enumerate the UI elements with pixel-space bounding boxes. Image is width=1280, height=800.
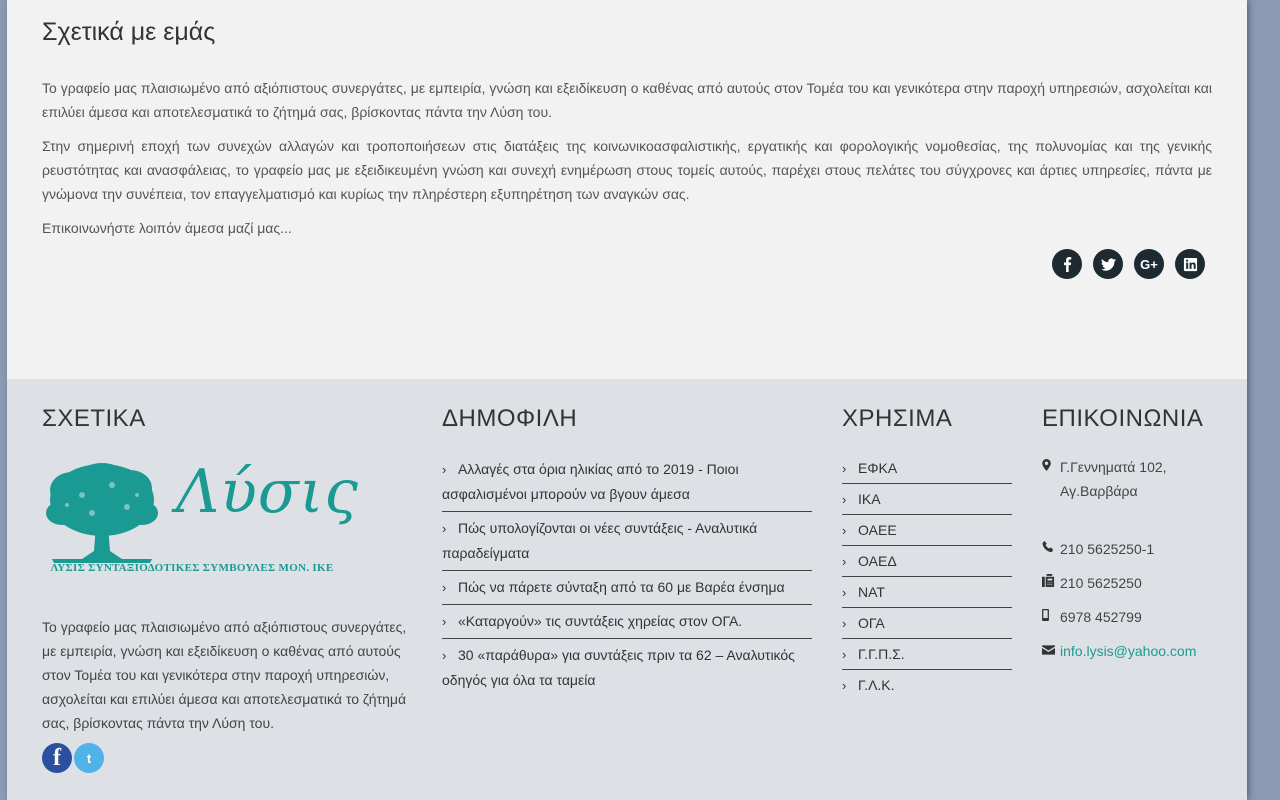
contact-address-text: Γ.Γεννηματά 102, Αγ.Βαρβάρα (1060, 459, 1167, 499)
about-paragraph-3: Επικοινωνήστε λοιπόν άμεσα μαζί μας... (42, 220, 292, 236)
about-paragraph-2: Στην σημερινή εποχή των συνεχών αλλαγών και τροποποιήσεων στις διατάξεις της κοινωνικοασφαλιστικής, εργατικής και φορολογικής νομοθεσίας, της πολυνομίας και της γενικής ρευστότητας και ανασφάλειας, το γραφείο μας με εξειδικευμένη γνώση και συνεχή ενημέρωση στους τομείς αυτούς, παρέχει στους πελάτες του σύγχρονες και άρτιες υπηρεσίες, πάντα με γνώμονα την συνέπεια, τον επαγγελματισμό και κυρίως την πληρέστερη εξυπηρέτηση των αναγκών σας. (42, 138, 1212, 202)
chevron-right-icon: › (842, 647, 847, 662)
about-paragraph-1: Το γραφείο μας πλαισιωμένο από αξιόπιστους συνεργάτες, με εμπειρία, γνώση και εξειδίκευση ο καθένας από αυτούς στον Τομέα του και γενικότερα στην παροχή υπηρεσιών, ασχολείται και επιλύει άμεσα και αποτελεσματικά το ζήτημά σας, βρίσκοντας πάντα την Λύση του. (42, 80, 1212, 120)
popular-item-label: «Καταργούν» τις συντάξεις χηρείας στον ΟΓΑ. (458, 613, 743, 629)
twitter-link-icon[interactable]: t (74, 743, 104, 773)
page (7, 0, 1247, 800)
popular-item[interactable] (442, 571, 812, 605)
useful-item-label: Γ.Γ.Π.Σ. (858, 646, 905, 662)
map-marker-icon (1042, 455, 1060, 503)
logo-text: Λύσις (176, 457, 359, 527)
chevron-right-icon: › (842, 461, 847, 476)
footer-useful-heading: ΧΡΗΣΙΜΑ (842, 405, 953, 432)
useful-item-label: ΟΑΕΔ (858, 553, 897, 569)
useful-list (842, 453, 1012, 700)
phone-icon (1042, 537, 1060, 561)
useful-item-oaee[interactable] (842, 515, 1012, 546)
footer-social-links (42, 743, 104, 773)
useful-item-label: ΙΚΑ (858, 491, 881, 507)
useful-item-label: Γ.Λ.Κ. (858, 677, 895, 693)
chevron-right-icon: › (842, 585, 847, 600)
envelope-icon (1042, 639, 1060, 663)
useful-item-oaed[interactable] (842, 546, 1012, 577)
contact-mobile-text: 6978 452799 (1060, 609, 1142, 625)
page-title: Σχετικά με εμάς (42, 18, 216, 46)
facebook-link-icon[interactable]: f (42, 743, 72, 773)
chevron-right-icon: › (442, 521, 447, 536)
contact-mobile (1042, 605, 1142, 629)
footer-about-column (42, 405, 412, 771)
popular-item-label: Αλλαγές στα όρια ηλικίας από το 2019 - Ποιοι ασφαλισμένοι μπορούν να βγουν άμεσα (442, 461, 739, 502)
contact-email (1042, 639, 1196, 663)
chevron-right-icon: › (442, 614, 447, 629)
contact-phone-text: 210 5625250-1 (1060, 541, 1155, 557)
chevron-right-icon: › (842, 678, 847, 693)
share-twitter-button[interactable] (1093, 249, 1123, 279)
share-linkedin-button[interactable] (1175, 249, 1205, 279)
popular-item-label: Πώς να πάρετε σύνταξη από τα 60 με Βαρέα ένσημα (458, 579, 785, 595)
contact-fax-text: 210 5625250 (1060, 575, 1142, 591)
share-facebook-button[interactable] (1052, 249, 1082, 279)
linkedin-icon (1183, 257, 1198, 272)
popular-list (442, 453, 812, 697)
footer-popular-column (442, 405, 812, 688)
twitter-icon (1101, 257, 1116, 272)
footer-about-text: Το γραφείο μας πλαισιωμένο από αξιόπιστους συνεργάτες, με εμπειρία, γνώση και εξειδίκευση ο καθένας από αυτούς στον Τομέα του και γενικότερα στην παροχή υπηρεσιών, ασχολείται και επιλύει άμεσα και αποτελεσματικά το ζήτημά σας, βρίσκοντας πάντα την Λύση του. (42, 619, 407, 731)
facebook-icon (1060, 257, 1075, 272)
footer-useful-column (842, 405, 1012, 693)
useful-item-ggps[interactable] (842, 639, 1012, 670)
mobile-phone-icon (1042, 605, 1060, 629)
contact-fax (1042, 571, 1142, 595)
contact-email-link[interactable]: info.lysis@yahoo.com (1060, 643, 1197, 659)
google-plus-icon: G+ (1140, 256, 1158, 272)
popular-item[interactable] (442, 512, 812, 571)
popular-item[interactable] (442, 605, 812, 639)
useful-item-label: ΝΑΤ (858, 584, 885, 600)
chevron-right-icon: › (842, 492, 847, 507)
useful-item-oga[interactable] (842, 608, 1012, 639)
about-body (42, 76, 1212, 250)
popular-item-label: Πώς υπολογίζονται οι νέες συντάξεις - Αναλυτικά παραδείγματα (442, 520, 758, 561)
share-buttons (1052, 249, 1205, 279)
popular-item-label: 30 «παράθυρα» για συντάξεις πριν τα 62 – Αναλυτικός οδηγός για όλα τα ταμεία (442, 647, 795, 688)
useful-item-label: ΟΑΕΕ (858, 522, 897, 538)
chevron-right-icon: › (842, 616, 847, 631)
useful-item-ika[interactable] (842, 484, 1012, 515)
chevron-right-icon: › (442, 462, 447, 477)
popular-item[interactable] (442, 453, 812, 512)
useful-item-label: ΕΦΚΑ (858, 460, 898, 476)
chevron-right-icon: › (442, 648, 447, 663)
logo-subtitle: ΛΥΣΙΣ ΣΥΝΤΑΞΙΟΔΟΤΙΚΕΣ ΣΥΜΒΟΥΛΕΣ ΜΟΝ. ΙΚΕ (50, 562, 334, 574)
useful-item-glk[interactable] (842, 670, 1012, 700)
chevron-right-icon: › (842, 554, 847, 569)
share-google-plus-button[interactable] (1134, 249, 1164, 279)
footer (7, 379, 1247, 800)
footer-about-heading: ΣΧΕΤΙΚΑ (42, 405, 146, 432)
contact-address (1042, 455, 1192, 503)
about-section (7, 0, 1247, 379)
fax-icon (1042, 571, 1060, 595)
chevron-right-icon: › (842, 523, 847, 538)
contact-phone (1042, 537, 1154, 561)
useful-item-nat[interactable] (842, 577, 1012, 608)
popular-item[interactable] (442, 639, 812, 697)
useful-item-efka[interactable] (842, 453, 1012, 484)
useful-item-label: ΟΓΑ (858, 615, 885, 631)
footer-popular-heading: ΔΗΜΟΦΙΛΗ (442, 405, 578, 432)
footer-contact-column (1042, 405, 1242, 659)
footer-contact-heading: ΕΠΙΚΟΙΝΩΝΙΑ (1042, 405, 1204, 432)
chevron-right-icon: › (442, 580, 447, 595)
